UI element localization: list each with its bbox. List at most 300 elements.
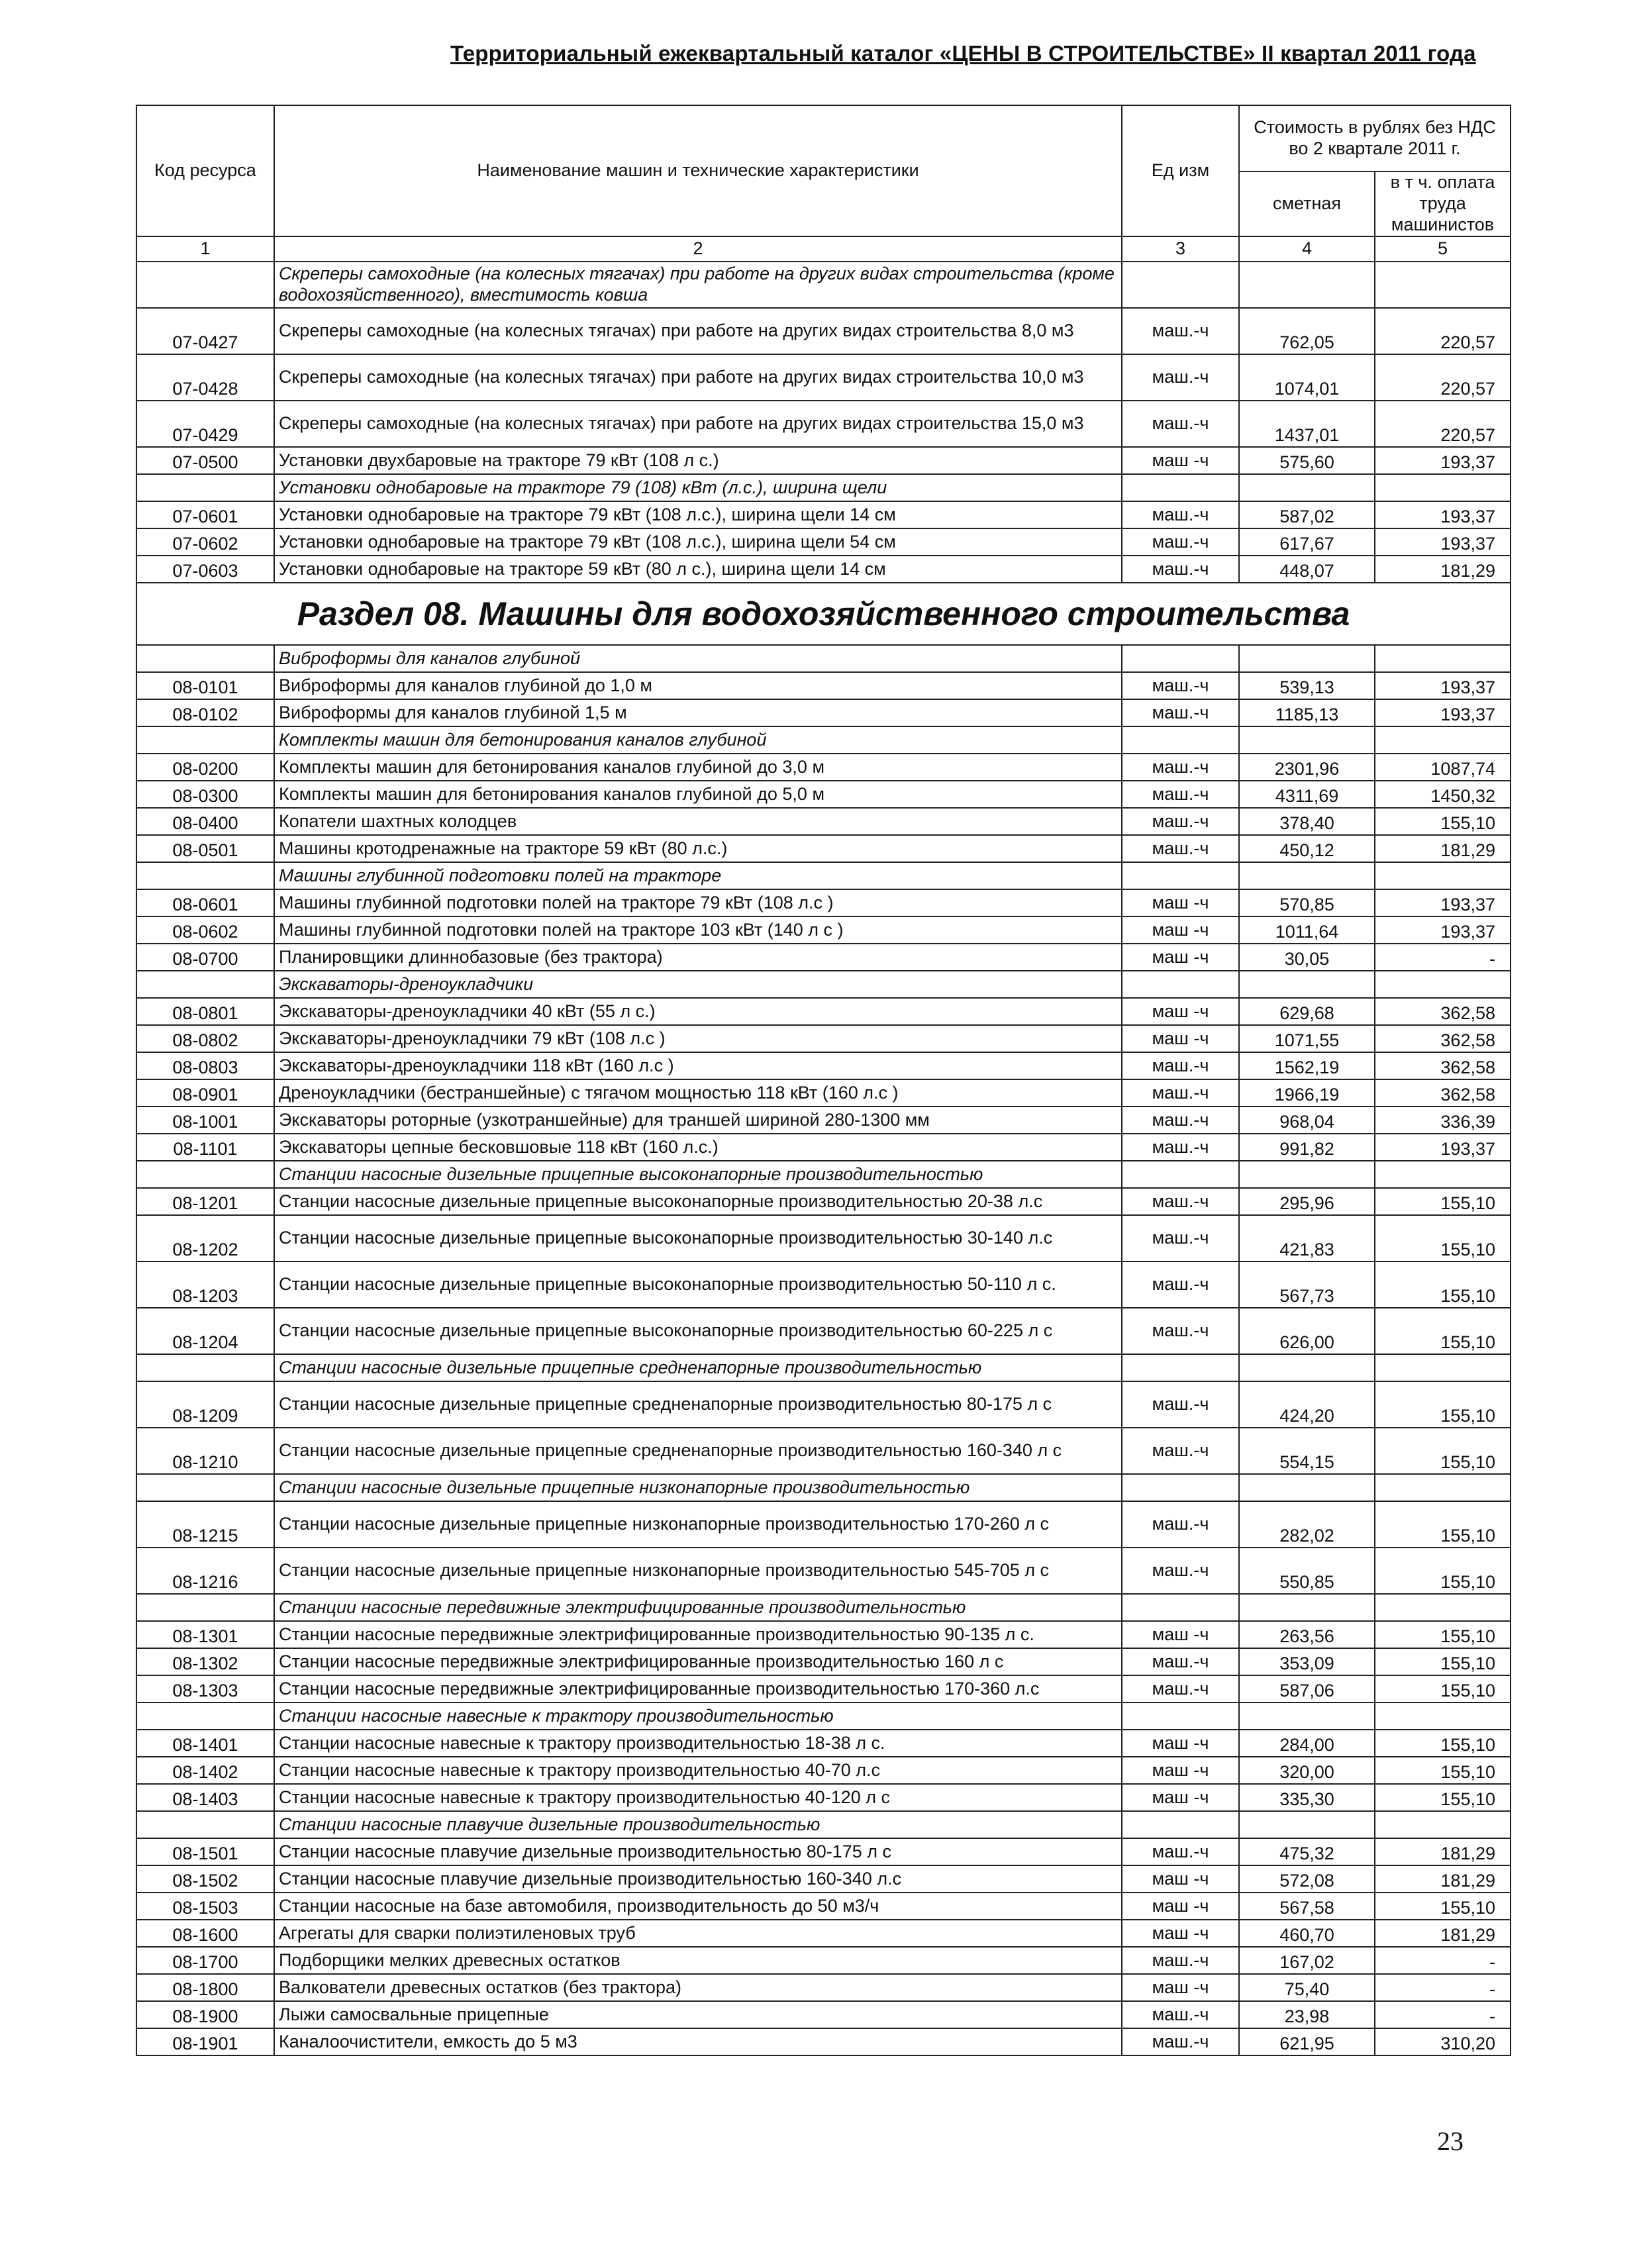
operator-wage: -: [1375, 1947, 1511, 1974]
machine-name: Машины глубинной подготовки полей на тракторе 79 кВт (108 л.с ): [274, 889, 1122, 916]
section-title: Раздел 08. Машины для водохозяйственного строительства: [136, 583, 1511, 645]
group-heading-row: [136, 262, 1511, 308]
group-name: Станции насосные дизельные прицепные низконапорные производительностью: [274, 1474, 1122, 1501]
unit-of-measure: маш.-ч: [1122, 699, 1239, 726]
operator-wage: 362,58: [1375, 1052, 1511, 1079]
table-row: [136, 1865, 1511, 1893]
machine-name: Виброформы для каналов глубиной до 1,0 м: [274, 672, 1122, 699]
table-row: [136, 1381, 1511, 1428]
operator-wage: 193,37: [1375, 501, 1511, 528]
estimate-price: [1239, 726, 1375, 754]
table-row: [136, 1621, 1511, 1648]
machine-name: Каналоочистители, емкость до 5 м3: [274, 2028, 1122, 2055]
operator-wage: 193,37: [1375, 1134, 1511, 1161]
operator-wage: 193,37: [1375, 447, 1511, 474]
resource-code: [136, 262, 274, 308]
col-head-name: Наименование машин и технические характеристики: [274, 105, 1122, 236]
unit-of-measure: маш.-ч: [1122, 401, 1239, 447]
resource-code: 07-0601: [136, 501, 274, 528]
machine-name: Станции насосные дизельные прицепные высоконапорные производительностью 20-38 л.с: [274, 1188, 1122, 1215]
table-row: [136, 1893, 1511, 1920]
estimate-price: 991,82: [1239, 1134, 1375, 1161]
unit-of-measure: маш -ч: [1122, 1784, 1239, 1811]
resource-code: 08-0300: [136, 781, 274, 808]
resource-code: [136, 1474, 274, 1501]
resource-code: [136, 971, 274, 998]
machine-name: Экскаваторы-дреноукладчики 40 кВт (55 л с.): [274, 998, 1122, 1025]
estimate-price: 617,67: [1239, 528, 1375, 556]
resource-code: 07-0602: [136, 528, 274, 556]
operator-wage: 155,10: [1375, 1501, 1511, 1548]
group-heading-row: [136, 862, 1511, 889]
estimate-price: 567,58: [1239, 1893, 1375, 1920]
resource-code: [136, 726, 274, 754]
table-row: [136, 1730, 1511, 1757]
resource-code: 07-0428: [136, 354, 274, 401]
group-heading-row: [136, 1702, 1511, 1730]
machine-name: Валкователи древесных остатков (без трактора): [274, 1974, 1122, 2001]
estimate-price: 554,15: [1239, 1428, 1375, 1474]
unit-of-measure: маш.-ч: [1122, 556, 1239, 583]
estimate-price: 30,05: [1239, 944, 1375, 971]
table-row: [136, 2028, 1511, 2055]
unit-of-measure: маш.-ч: [1122, 1381, 1239, 1428]
unit-of-measure: [1122, 1702, 1239, 1730]
unit-of-measure: маш.-ч: [1122, 835, 1239, 862]
group-heading-row: [136, 1594, 1511, 1621]
unit-of-measure: маш.-ч: [1122, 1079, 1239, 1107]
operator-wage: 155,10: [1375, 1548, 1511, 1594]
resource-code: 08-1401: [136, 1730, 274, 1757]
unit-of-measure: маш.-ч: [1122, 354, 1239, 401]
unit-of-measure: маш.-ч: [1122, 528, 1239, 556]
unit-of-measure: маш.-ч: [1122, 1648, 1239, 1675]
machine-name: Станции насосные плавучие дизельные производительностью 80-175 л с: [274, 1838, 1122, 1865]
unit-of-measure: маш -ч: [1122, 1974, 1239, 2001]
operator-wage: 155,10: [1375, 1893, 1511, 1920]
resource-code: 08-0901: [136, 1079, 274, 1107]
operator-wage: 155,10: [1375, 1381, 1511, 1428]
estimate-price: 23,98: [1239, 2001, 1375, 2028]
table-row: [136, 447, 1511, 474]
unit-of-measure: маш.-ч: [1122, 1215, 1239, 1261]
resource-code: 08-1204: [136, 1308, 274, 1354]
estimate-price: 4311,69: [1239, 781, 1375, 808]
machine-name: Установки однобаровые на тракторе 59 кВт (80 л с.), ширина щели 14 см: [274, 556, 1122, 583]
resource-code: [136, 1702, 274, 1730]
machine-name: Скреперы самоходные (на колесных тягачах) при работе на других видах строительства 15,0 м3: [274, 401, 1122, 447]
resource-code: [136, 1811, 274, 1838]
unit-of-measure: маш -ч: [1122, 916, 1239, 944]
group-name: Станции насосные навесные к трактору производительностью: [274, 1702, 1122, 1730]
estimate-price: 629,68: [1239, 998, 1375, 1025]
unit-of-measure: маш -ч: [1122, 1621, 1239, 1648]
operator-wage: [1375, 1811, 1511, 1838]
table-row: [136, 1025, 1511, 1052]
operator-wage: [1375, 1354, 1511, 1381]
group-name: Скреперы самоходные (на колесных тягачах) при работе на других видах строительства (кроме водохозяйственного), вместимость ковша: [274, 262, 1122, 308]
col-head-wages: в т ч. оплата труда машинистов: [1375, 172, 1511, 236]
resource-code: [136, 1161, 274, 1188]
operator-wage: [1375, 1594, 1511, 1621]
table-row: [136, 699, 1511, 726]
operator-wage: 155,10: [1375, 1215, 1511, 1261]
resource-code: 08-0803: [136, 1052, 274, 1079]
operator-wage: -: [1375, 2001, 1511, 2028]
section-heading-row: [136, 583, 1511, 645]
resource-code: 07-0603: [136, 556, 274, 583]
machine-name: Установки однобаровые на тракторе 79 кВт (108 л.с.), ширина щели 54 см: [274, 528, 1122, 556]
machine-name: Установки однобаровые на тракторе 79 кВт (108 л.с.), ширина щели 14 см: [274, 501, 1122, 528]
operator-wage: -: [1375, 1974, 1511, 2001]
machine-name: Экскаваторы цепные бесковшовые 118 кВт (160 л.с.): [274, 1134, 1122, 1161]
table-row: [136, 308, 1511, 354]
estimate-price: 284,00: [1239, 1730, 1375, 1757]
machine-name: Подборщики мелких древесных остатков: [274, 1947, 1122, 1974]
unit-of-measure: маш.-ч: [1122, 808, 1239, 835]
unit-of-measure: [1122, 474, 1239, 501]
operator-wage: 220,57: [1375, 308, 1511, 354]
resource-code: 08-1001: [136, 1107, 274, 1134]
table-row: [136, 1261, 1511, 1308]
resource-code: 08-0602: [136, 916, 274, 944]
operator-wage: [1375, 1474, 1511, 1501]
resource-code: [136, 645, 274, 672]
estimate-price: 263,56: [1239, 1621, 1375, 1648]
machine-name: Станции насосные на базе автомобиля, производительность до 50 м3/ч: [274, 1893, 1122, 1920]
estimate-price: 450,12: [1239, 835, 1375, 862]
estimate-price: 539,13: [1239, 672, 1375, 699]
unit-of-measure: маш.-ч: [1122, 754, 1239, 781]
table-row: [136, 835, 1511, 862]
table-row: [136, 1107, 1511, 1134]
operator-wage: [1375, 862, 1511, 889]
col-number: 4: [1239, 236, 1375, 262]
machine-name: Агрегаты для сварки полиэтиленовых труб: [274, 1920, 1122, 1947]
unit-of-measure: маш -ч: [1122, 1757, 1239, 1784]
unit-of-measure: маш.-ч: [1122, 1548, 1239, 1594]
estimate-price: [1239, 862, 1375, 889]
operator-wage: [1375, 971, 1511, 998]
table-row: [136, 1947, 1511, 1974]
resource-code: 08-1600: [136, 1920, 274, 1947]
machine-name: Машины глубинной подготовки полей на тракторе 103 кВт (140 л с ): [274, 916, 1122, 944]
resource-code: 08-1201: [136, 1188, 274, 1215]
group-heading-row: [136, 971, 1511, 998]
resource-code: 08-0200: [136, 754, 274, 781]
unit-of-measure: маш.-ч: [1122, 1261, 1239, 1308]
operator-wage: 1450,32: [1375, 781, 1511, 808]
resource-code: [136, 862, 274, 889]
unit-of-measure: маш.-ч: [1122, 1188, 1239, 1215]
resource-code: 08-1101: [136, 1134, 274, 1161]
resource-code: [136, 1354, 274, 1381]
resource-code: 08-1302: [136, 1648, 274, 1675]
machine-name: Станции насосные передвижные электрифицированные производительностью 160 л с: [274, 1648, 1122, 1675]
operator-wage: 220,57: [1375, 354, 1511, 401]
resource-code: 08-1303: [136, 1675, 274, 1702]
table-row: [136, 2001, 1511, 2028]
estimate-price: 421,83: [1239, 1215, 1375, 1261]
machine-name: Лыжи самосвальные прицепные: [274, 2001, 1122, 2028]
group-name: Станции насосные дизельные прицепные высоконапорные производительностью: [274, 1161, 1122, 1188]
page-header: Территориальный ежеквартальный каталог «ЦЕНЫ В СТРОИТЕЛЬСТВЕ» II квартал 2011 года: [450, 41, 1476, 66]
estimate-price: [1239, 1474, 1375, 1501]
operator-wage: 193,37: [1375, 916, 1511, 944]
estimate-price: 968,04: [1239, 1107, 1375, 1134]
estimate-price: 621,95: [1239, 2028, 1375, 2055]
machine-name: Планировщики длиннобазовые (без трактора): [274, 944, 1122, 971]
table-row: [136, 528, 1511, 556]
unit-of-measure: маш.-ч: [1122, 672, 1239, 699]
resource-code: 08-1700: [136, 1947, 274, 1974]
unit-of-measure: маш.-ч: [1122, 1308, 1239, 1354]
operator-wage: 181,29: [1375, 556, 1511, 583]
unit-of-measure: маш.-ч: [1122, 1052, 1239, 1079]
resource-code: 08-0400: [136, 808, 274, 835]
machine-name: Станции насосные навесные к трактору производительностью 18-38 л с.: [274, 1730, 1122, 1757]
table-row: [136, 1215, 1511, 1261]
unit-of-measure: маш.-ч: [1122, 501, 1239, 528]
unit-of-measure: [1122, 1161, 1239, 1188]
col-number: 5: [1375, 236, 1511, 262]
col-number: 1: [136, 236, 274, 262]
estimate-price: 626,00: [1239, 1308, 1375, 1354]
price-catalog-table: [136, 105, 1511, 2056]
estimate-price: 2301,96: [1239, 754, 1375, 781]
unit-of-measure: маш -ч: [1122, 1920, 1239, 1947]
unit-of-measure: маш.-ч: [1122, 1107, 1239, 1134]
operator-wage: 181,29: [1375, 835, 1511, 862]
estimate-price: 460,70: [1239, 1920, 1375, 1947]
operator-wage: [1375, 645, 1511, 672]
operator-wage: 155,10: [1375, 1784, 1511, 1811]
operator-wage: 181,29: [1375, 1920, 1511, 1947]
operator-wage: 193,37: [1375, 672, 1511, 699]
estimate-price: 320,00: [1239, 1757, 1375, 1784]
group-heading-row: [136, 726, 1511, 754]
estimate-price: 587,02: [1239, 501, 1375, 528]
unit-of-measure: маш -ч: [1122, 998, 1239, 1025]
operator-wage: 220,57: [1375, 401, 1511, 447]
operator-wage: 181,29: [1375, 1865, 1511, 1893]
catalog-body: [136, 262, 1511, 2055]
group-name: Экскаваторы-дреноукладчики: [274, 971, 1122, 998]
estimate-price: 167,02: [1239, 1947, 1375, 1974]
estimate-price: 295,96: [1239, 1188, 1375, 1215]
table-row: [136, 672, 1511, 699]
unit-of-measure: [1122, 645, 1239, 672]
table-row: [136, 1784, 1511, 1811]
resource-code: 08-1202: [136, 1215, 274, 1261]
unit-of-measure: маш.-ч: [1122, 1675, 1239, 1702]
group-heading-row: [136, 645, 1511, 672]
operator-wage: 336,39: [1375, 1107, 1511, 1134]
unit-of-measure: маш -ч: [1122, 1865, 1239, 1893]
estimate-price: [1239, 1594, 1375, 1621]
unit-of-measure: маш -ч: [1122, 944, 1239, 971]
estimate-price: 1185,13: [1239, 699, 1375, 726]
table-row: [136, 1920, 1511, 1947]
operator-wage: 155,10: [1375, 1428, 1511, 1474]
unit-of-measure: маш -ч: [1122, 447, 1239, 474]
unit-of-measure: маш -ч: [1122, 1893, 1239, 1920]
operator-wage: 181,29: [1375, 1838, 1511, 1865]
estimate-price: 762,05: [1239, 308, 1375, 354]
table-row: [136, 401, 1511, 447]
resource-code: 08-1502: [136, 1865, 274, 1893]
machine-name: Установки двухбаровые на тракторе 79 кВт (108 л с.): [274, 447, 1122, 474]
operator-wage: [1375, 1161, 1511, 1188]
resource-code: 08-1203: [136, 1261, 274, 1308]
machine-name: Станции насосные передвижные электрифицированные производительностью 170-360 л.с: [274, 1675, 1122, 1702]
group-name: Станции насосные дизельные прицепные средненапорные производительностью: [274, 1354, 1122, 1381]
operator-wage: 362,58: [1375, 998, 1511, 1025]
resource-code: 08-1301: [136, 1621, 274, 1648]
column-numbers-row: [136, 236, 1511, 262]
table-row: [136, 1675, 1511, 1702]
unit-of-measure: [1122, 1354, 1239, 1381]
group-heading-row: [136, 1161, 1511, 1188]
resource-code: 07-0427: [136, 308, 274, 354]
unit-of-measure: маш.-ч: [1122, 1501, 1239, 1548]
machine-name: Комплекты машин для бетонирования каналов глубиной до 5,0 м: [274, 781, 1122, 808]
table-row: [136, 754, 1511, 781]
operator-wage: 155,10: [1375, 1621, 1511, 1648]
machine-name: Экскаваторы роторные (узкотраншейные) для траншей шириной 280-1300 мм: [274, 1107, 1122, 1134]
resource-code: 08-0101: [136, 672, 274, 699]
resource-code: 08-0501: [136, 835, 274, 862]
table-row: [136, 1757, 1511, 1784]
estimate-price: 1011,64: [1239, 916, 1375, 944]
table-row: [136, 1188, 1511, 1215]
machine-name: Экскаваторы-дреноукладчики 118 кВт (160 л.с ): [274, 1052, 1122, 1079]
resource-code: 08-1403: [136, 1784, 274, 1811]
unit-of-measure: маш.-ч: [1122, 2001, 1239, 2028]
group-heading-row: [136, 474, 1511, 501]
operator-wage: 155,10: [1375, 1648, 1511, 1675]
table-row: [136, 1548, 1511, 1594]
estimate-price: [1239, 474, 1375, 501]
machine-name: Станции насосные передвижные электрифицированные производительностью 90-135 л с.: [274, 1621, 1122, 1648]
table-row: [136, 781, 1511, 808]
machine-name: Комплекты машин для бетонирования каналов глубиной до 3,0 м: [274, 754, 1122, 781]
operator-wage: -: [1375, 944, 1511, 971]
table-row: [136, 354, 1511, 401]
table-row: [136, 889, 1511, 916]
estimate-price: 567,73: [1239, 1261, 1375, 1308]
group-heading-row: [136, 1354, 1511, 1381]
estimate-price: [1239, 1702, 1375, 1730]
operator-wage: [1375, 1702, 1511, 1730]
unit-of-measure: маш -ч: [1122, 1730, 1239, 1757]
resource-code: 08-0102: [136, 699, 274, 726]
group-name: Виброформы для каналов глубиной: [274, 645, 1122, 672]
machine-name: Станции насосные плавучие дизельные производительностью 160-340 л.с: [274, 1865, 1122, 1893]
operator-wage: 1087,74: [1375, 754, 1511, 781]
estimate-price: 353,09: [1239, 1648, 1375, 1675]
resource-code: 08-1501: [136, 1838, 274, 1865]
machine-name: Экскаваторы-дреноукладчики 79 кВт (108 л.с ): [274, 1025, 1122, 1052]
table-row: [136, 1428, 1511, 1474]
resource-code: 08-1800: [136, 1974, 274, 2001]
col-number: 3: [1122, 236, 1239, 262]
operator-wage: 155,10: [1375, 1188, 1511, 1215]
estimate-price: [1239, 1354, 1375, 1381]
table-row: [136, 1079, 1511, 1107]
estimate-price: 1071,55: [1239, 1025, 1375, 1052]
table-row: [136, 944, 1511, 971]
resource-code: 08-0601: [136, 889, 274, 916]
estimate-price: 378,40: [1239, 808, 1375, 835]
unit-of-measure: маш -ч: [1122, 1025, 1239, 1052]
estimate-price: [1239, 1161, 1375, 1188]
unit-of-measure: [1122, 971, 1239, 998]
estimate-price: [1239, 262, 1375, 308]
group-name: Комплекты машин для бетонирования каналов глубиной: [274, 726, 1122, 754]
resource-code: 07-0429: [136, 401, 274, 447]
estimate-price: 448,07: [1239, 556, 1375, 583]
table-row: [136, 998, 1511, 1025]
estimate-price: 587,06: [1239, 1675, 1375, 1702]
operator-wage: 362,58: [1375, 1079, 1511, 1107]
unit-of-measure: [1122, 262, 1239, 308]
table-row: [136, 1134, 1511, 1161]
unit-of-measure: маш.-ч: [1122, 781, 1239, 808]
machine-name: Станции насосные дизельные прицепные высоконапорные производительностью 60-225 л с: [274, 1308, 1122, 1354]
machine-name: Станции насосные навесные к трактору производительностью 40-70 л.с: [274, 1757, 1122, 1784]
operator-wage: 193,37: [1375, 528, 1511, 556]
estimate-price: 1074,01: [1239, 354, 1375, 401]
unit-of-measure: [1122, 1811, 1239, 1838]
operator-wage: 155,10: [1375, 1308, 1511, 1354]
estimate-price: 550,85: [1239, 1548, 1375, 1594]
unit-of-measure: маш -ч: [1122, 889, 1239, 916]
table-row: [136, 1308, 1511, 1354]
operator-wage: [1375, 726, 1511, 754]
estimate-price: 575,60: [1239, 447, 1375, 474]
machine-name: Станции насосные навесные к трактору производительностью 40-120 л с: [274, 1784, 1122, 1811]
unit-of-measure: маш.-ч: [1122, 1947, 1239, 1974]
group-name: Установки однобаровые на тракторе 79 (108) кВт (л.с.), ширина щели: [274, 474, 1122, 501]
group-name: Машины глубинной подготовки полей на тракторе: [274, 862, 1122, 889]
unit-of-measure: маш.-ч: [1122, 2028, 1239, 2055]
resource-code: 08-1900: [136, 2001, 274, 2028]
estimate-price: 1966,19: [1239, 1079, 1375, 1107]
machine-name: Скреперы самоходные (на колесных тягачах) при работе на других видах строительства 10,0 м3: [274, 354, 1122, 401]
operator-wage: 155,10: [1375, 1261, 1511, 1308]
unit-of-measure: маш.-ч: [1122, 308, 1239, 354]
table-row: [136, 808, 1511, 835]
estimate-price: 570,85: [1239, 889, 1375, 916]
operator-wage: [1375, 474, 1511, 501]
resource-code: 08-1216: [136, 1548, 274, 1594]
resource-code: 08-0700: [136, 944, 274, 971]
group-name: Станции насосные передвижные электрифицированные производительностью: [274, 1594, 1122, 1621]
machine-name: Виброформы для каналов глубиной 1,5 м: [274, 699, 1122, 726]
machine-name: Скреперы самоходные (на колесных тягачах) при работе на других видах строительства 8,0 м3: [274, 308, 1122, 354]
machine-name: Станции насосные дизельные прицепные средненапорные производительностью 80-175 л с: [274, 1381, 1122, 1428]
estimate-price: 424,20: [1239, 1381, 1375, 1428]
operator-wage: 193,37: [1375, 889, 1511, 916]
table-row: [136, 1501, 1511, 1548]
unit-of-measure: маш.-ч: [1122, 1134, 1239, 1161]
estimate-price: 1437,01: [1239, 401, 1375, 447]
estimate-price: 572,08: [1239, 1865, 1375, 1893]
resource-code: 08-1210: [136, 1428, 274, 1474]
machine-name: Дреноукладчики (бестраншейные) с тягачом мощностью 118 кВт (160 л.с ): [274, 1079, 1122, 1107]
machine-name: Копатели шахтных колодцев: [274, 808, 1122, 835]
